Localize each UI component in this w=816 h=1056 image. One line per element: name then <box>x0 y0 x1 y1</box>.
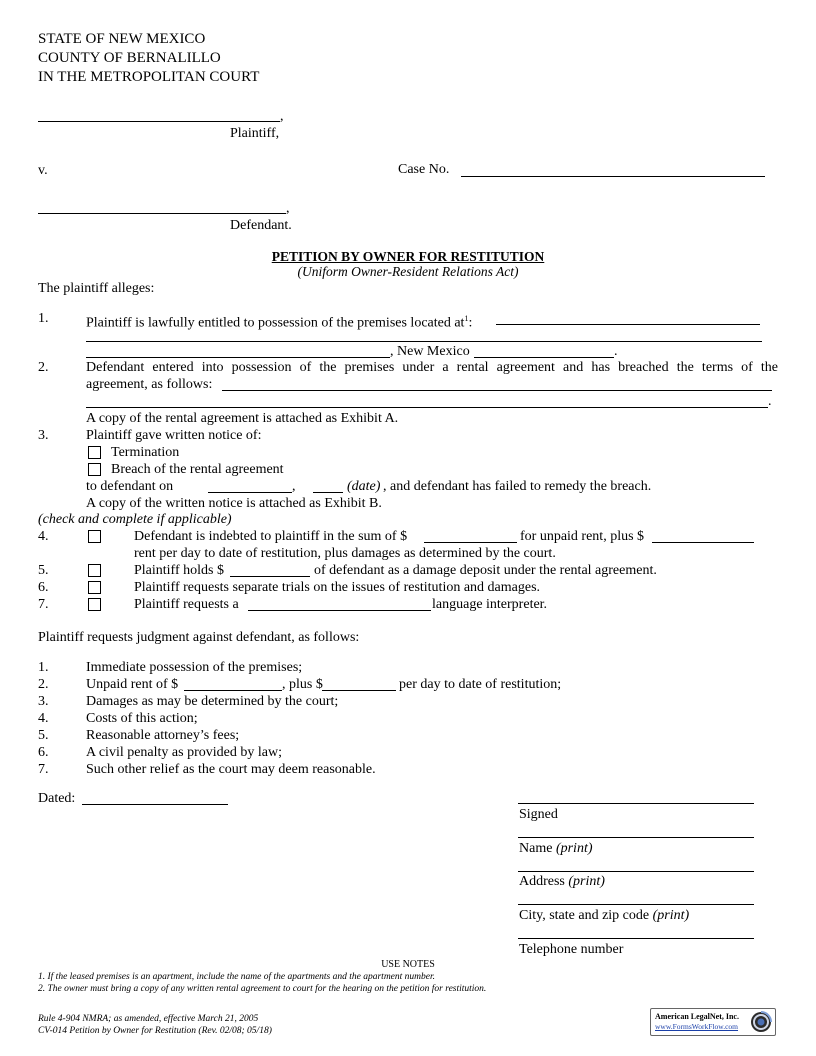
breach-line-2[interactable] <box>86 407 768 408</box>
city-text: City, state and zip code <box>519 908 650 923</box>
address-line[interactable] <box>518 871 754 872</box>
name-text: Name <box>519 841 553 856</box>
item-4-text-3: rent per day to date of restitution, plus damages as determined by the court. <box>134 546 556 561</box>
american-legalnet-logo[interactable] <box>650 1008 776 1036</box>
dated-line[interactable] <box>82 804 228 805</box>
date-label: (date) <box>347 479 381 494</box>
item-3-number: 3. <box>38 428 49 443</box>
judgment-7-text: Such other relief as the court may deem reasonable. <box>86 762 376 777</box>
item-7-number: 7. <box>38 597 49 612</box>
judgment-4-number: 4. <box>38 711 49 726</box>
item-4-checkbox[interactable] <box>88 530 101 543</box>
judgment-1-text: Immediate possession of the premises; <box>86 660 303 675</box>
judgment-1-number: 1. <box>38 660 49 675</box>
judgment-5-text: Reasonable attorney’s fees; <box>86 728 240 743</box>
judgment-2-text-2: , plus $ <box>282 677 323 692</box>
document-title: PETITION BY OWNER FOR RESTITUTION <box>271 249 545 264</box>
judgment-2-text-1: Unpaid rent of $ <box>86 677 179 692</box>
name-label <box>519 840 593 857</box>
item-2-number: 2. <box>38 360 49 375</box>
item-6-text: Plaintiff requests separate trials on the issues of restitution and damages. <box>134 580 541 595</box>
item-2-period: . <box>768 394 772 409</box>
item-1-label: Plaintiff is lawfully entitled to possession of the premises located at <box>86 315 465 331</box>
name-print: (print) <box>555 841 593 856</box>
defendant-name-line[interactable] <box>38 213 286 214</box>
defendant-label: Defendant. <box>230 218 292 233</box>
judgment-per-day-line[interactable] <box>322 690 396 691</box>
plaintiff-name-line[interactable] <box>38 121 280 122</box>
item-1-text <box>86 310 472 332</box>
alleges-intro: The plaintiff alleges: <box>38 281 155 296</box>
judgment-2-text-3: per day to date of restitution; <box>399 677 562 692</box>
court-county: COUNTY OF BERNALILLO <box>38 50 221 66</box>
use-note-1: 1. If the leased premises is an apartment, include the name of the apartments and the apartment number. <box>38 972 436 982</box>
notice-date-line[interactable] <box>208 492 292 493</box>
address-text: Address <box>519 874 565 889</box>
item-3-exhibit: A copy of the written notice is attached as Exhibit B. <box>86 496 382 511</box>
premises-line-3[interactable] <box>86 357 390 358</box>
sum-line[interactable] <box>424 542 517 543</box>
plaintiff-comma: , <box>280 109 284 124</box>
item-1-colon: : <box>468 315 473 331</box>
item-4-text-1: Defendant is indebted to plaintiff in the sum of $ <box>134 529 408 544</box>
signature-line[interactable] <box>518 803 754 804</box>
item-4-number: 4. <box>38 529 49 544</box>
plaintiff-label: Plaintiff, <box>230 126 280 141</box>
premises-line-2[interactable] <box>86 341 762 342</box>
footer-rule: Rule 4-904 NMRA; as amended, effective March 21, 2005 <box>38 1014 259 1024</box>
footer-form-id: CV-014 Petition by Owner for Restitution (Rev. 02/08; 05/18) <box>38 1026 272 1036</box>
item-1-number: 1. <box>38 311 49 326</box>
judgment-3-text: Damages as may be determined by the court; <box>86 694 339 709</box>
breach-line-1[interactable] <box>222 390 772 391</box>
rent-per-day-line[interactable] <box>652 542 754 543</box>
item-5-text-2: of defendant as a damage deposit under the rental agreement. <box>314 563 657 578</box>
language-line[interactable] <box>248 610 431 611</box>
address-label <box>519 873 605 890</box>
termination-checkbox[interactable] <box>88 446 101 459</box>
use-note-2: 2. The owner must bring a copy of any written rental agreement to court for the hearing on the petition for restitution. <box>38 984 487 994</box>
address-print: (print) <box>568 874 605 889</box>
city-print: (print) <box>652 908 690 923</box>
document-subtitle: (Uniform Owner-Resident Relations Act) <box>297 264 519 279</box>
city-line[interactable] <box>518 904 754 905</box>
termination-label: Termination <box>111 445 180 460</box>
telephone-line[interactable] <box>518 938 754 939</box>
logo-company-name: American LegalNet, Inc. <box>655 1012 739 1021</box>
judgment-6-text: A civil penalty as provided by law; <box>86 745 282 760</box>
to-defendant-label: to defendant on <box>86 479 174 494</box>
telephone-label: Telephone number <box>519 942 624 957</box>
item-2-line-1: Defendant entered into possession of the premises under a rental agreement and has breached the terms of the <box>86 360 778 375</box>
item-7-text-1: Plaintiff requests a <box>134 597 239 612</box>
judgment-2-number: 2. <box>38 677 49 692</box>
item-4-text-2: for unpaid rent, plus $ <box>520 529 645 544</box>
dated-label: Dated: <box>38 791 76 806</box>
court-name: IN THE METROPOLITAN COURT <box>38 69 260 85</box>
check-note: (check and complete if applicable) <box>38 512 232 527</box>
case-no-line[interactable] <box>461 176 765 177</box>
item-7-checkbox[interactable] <box>88 598 101 611</box>
judgment-7-number: 7. <box>38 762 49 777</box>
item-6-checkbox[interactable] <box>88 581 101 594</box>
signed-label: Signed <box>519 807 558 822</box>
unpaid-rent-line[interactable] <box>184 690 282 691</box>
breach-label: Breach of the rental agreement <box>111 462 284 477</box>
use-notes-heading: USE NOTES <box>381 959 435 970</box>
item-3-text: Plaintiff gave written notice of: <box>86 428 262 443</box>
notice-year-line[interactable] <box>313 492 343 493</box>
city-label <box>519 907 689 924</box>
deposit-line[interactable] <box>230 576 310 577</box>
breach-checkbox[interactable] <box>88 463 101 476</box>
name-line[interactable] <box>518 837 754 838</box>
item-1-period: . <box>614 344 618 359</box>
footnote-1-ref: 1 <box>464 314 469 323</box>
judgment-3-number: 3. <box>38 694 49 709</box>
new-mexico-label: , New Mexico <box>390 344 470 359</box>
judgment-intro: Plaintiff requests judgment against defendant, as follows: <box>38 630 360 645</box>
defendant-comma: , <box>286 201 290 216</box>
item-5-checkbox[interactable] <box>88 564 101 577</box>
case-no-label: Case No. <box>398 162 450 177</box>
item-5-number: 5. <box>38 563 49 578</box>
item-6-number: 6. <box>38 580 49 595</box>
judgment-5-number: 5. <box>38 728 49 743</box>
item-2-line-2: agreement, as follows: <box>86 377 213 392</box>
notice-comma: , <box>292 479 296 494</box>
logo-url[interactable]: www.FormsWorkFlow.com <box>655 1022 739 1031</box>
court-state: STATE OF NEW MEXICO <box>38 31 206 47</box>
judgment-6-number: 6. <box>38 745 49 760</box>
premises-line-1[interactable] <box>496 324 760 325</box>
logo-swirl-icon <box>750 1011 772 1033</box>
judgment-4-text: Costs of this action; <box>86 711 198 726</box>
zip-line[interactable] <box>474 357 614 358</box>
item-2-exhibit: A copy of the rental agreement is attached as Exhibit A. <box>86 411 399 426</box>
item-7-text-2: language interpreter. <box>432 597 548 612</box>
versus-label: v. <box>38 163 48 178</box>
item-5-text-1: Plaintiff holds $ <box>134 563 224 578</box>
remedy-text: , and defendant has failed to remedy the breach. <box>383 479 652 494</box>
